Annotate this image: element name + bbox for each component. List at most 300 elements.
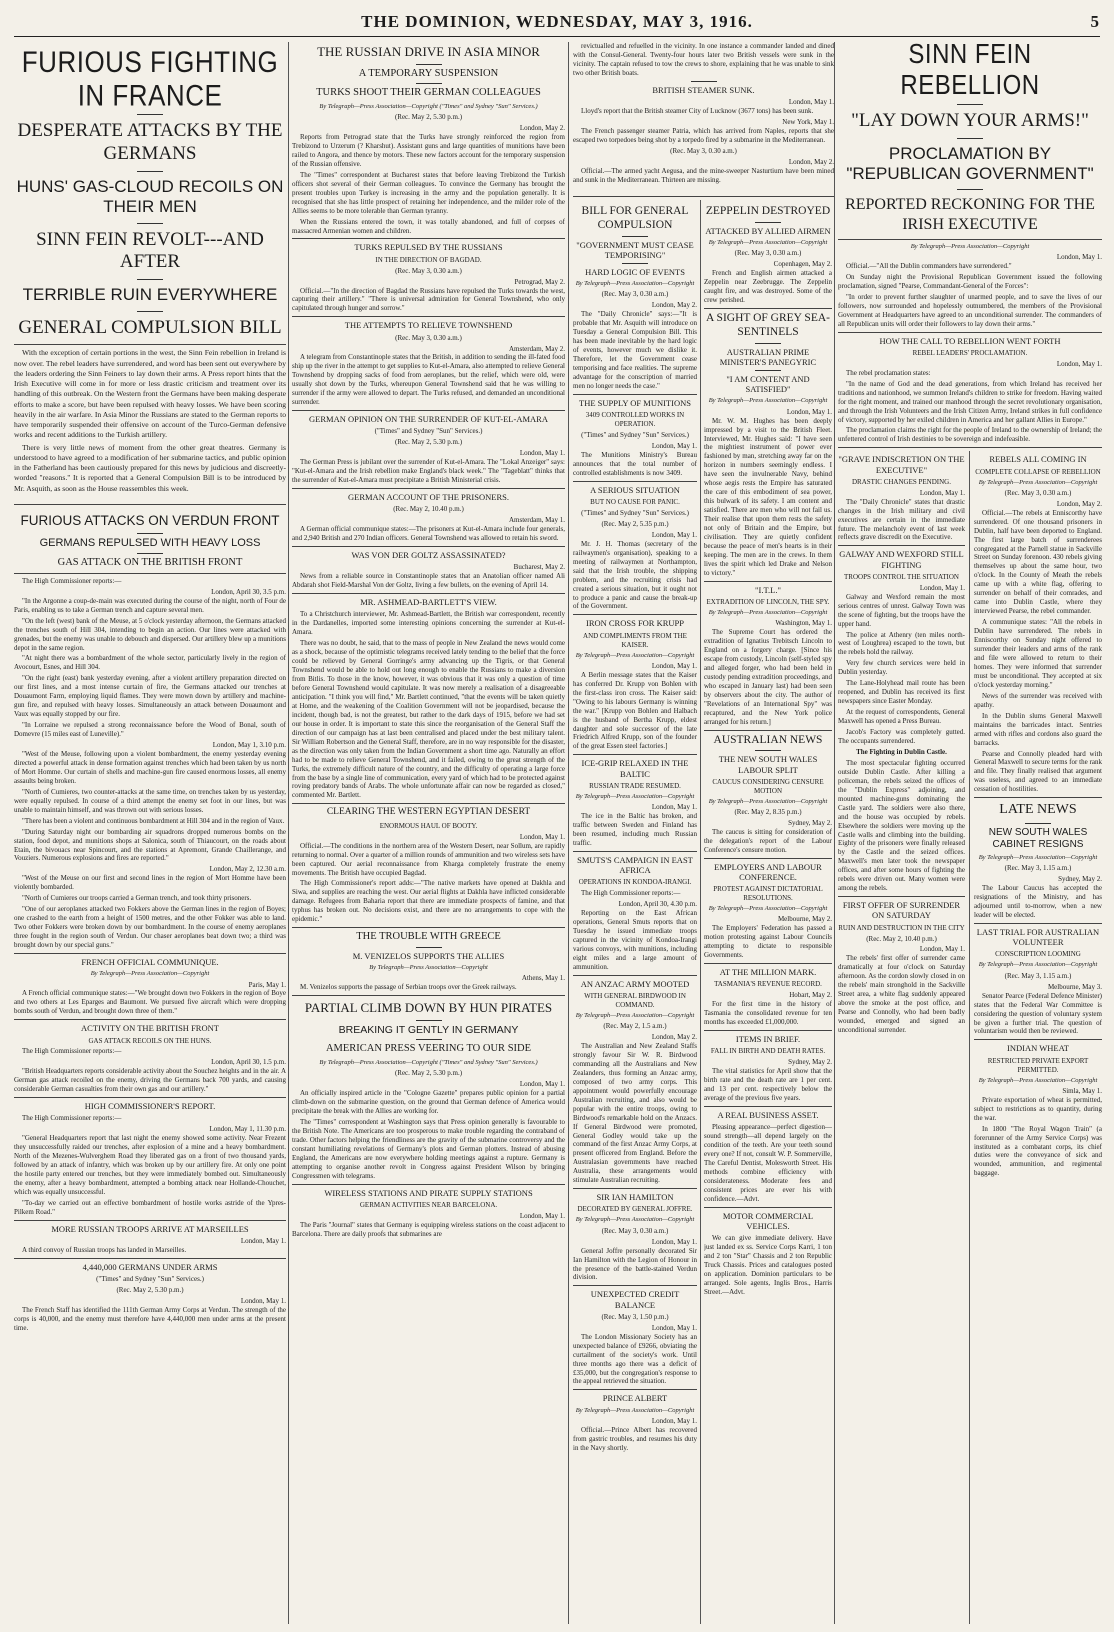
- byline: By Telegraph—Press Association—Copyright: [708, 905, 828, 913]
- headline: GENERAL COMPULSION BILL: [18, 316, 282, 338]
- received-time: (Rec. May 2, 5.30 p.m.): [394, 438, 463, 447]
- subheadline: GERMAN ACCOUNT OF THE PRISONERS.: [348, 492, 509, 503]
- subheadline: IN THE DIRECTION OF BAGDAD.: [375, 255, 482, 264]
- headline: PROCLAMATION BY "REPUBLICAN GOVERNMENT": [846, 143, 1094, 183]
- article-text: The German Press is jubilant over the surrender of Kut-el-Amara. The "Lokal Anzeiger" says: "Kut-el-Amara and the Irish rebellion make England's black week." The "Tageblatt" thinks that the surrender of Kut-el-Amara must precipitate a British Ministerial crisis.: [292, 458, 565, 485]
- byline: By Telegraph—Press Association—Copyright: [575, 1216, 695, 1224]
- dateline: Amsterdam, May 2.: [509, 344, 565, 353]
- divider: [14, 344, 286, 345]
- divider: [755, 222, 781, 223]
- article-text: "West of the Meuse on our first and second lines in the region of Mort Homme have been violently bombarded.: [14, 874, 286, 892]
- dateline: London, May 1.: [519, 832, 565, 841]
- subheadline: BUT NO CAUSE FOR PANIC.: [590, 498, 680, 506]
- dateline: Sydney, May 2.: [788, 1058, 832, 1067]
- subheadline: UNEXPECTED CREDIT BALANCE: [590, 1289, 680, 1310]
- dateline: Athens, May 1.: [521, 974, 565, 983]
- divider: [137, 533, 163, 534]
- article-text: "North of Cumieres, two counter-attacks at the same time, on trenches taken by us yesterday, were equally repulsed. In course of a third attempt the enemy set foot in our lines, but was unable to maintain himself, and was thrown out with serious losses.: [14, 787, 286, 814]
- column-5: [838, 42, 1102, 1624]
- column-1: [14, 42, 286, 1624]
- dateline: London, April 30, 4.30 p.m.: [618, 900, 697, 909]
- byline: By Telegraph—Press Association—Copyright: [910, 242, 1030, 250]
- article-text: French and English airmen attacked a Zeppelin near Zeebrugge. The Zeppelin caught fire, and was destroyed. Some of the crew perished.: [704, 269, 832, 305]
- divider: [573, 851, 697, 852]
- column-rule: [568, 42, 569, 1624]
- article-text: The ice in the Baltic has broken, and traffic between Sweden and Finland has been resumed, including much Russian traffic.: [573, 811, 697, 847]
- divider: [292, 488, 565, 489]
- article-text: For the first time in the history of Tasmania the consolidated revenue for ten months has exceeded £1,000,000.: [704, 1000, 832, 1027]
- article-text: In the Dublin slums General Maxwell maintains the barricades intact. Sentries armed with rifles and cordons also guard the barracks.: [974, 711, 1102, 747]
- article-text: A German official communique states:—The prisoners at Kut-el-Amara include four generals, and 2,940 British and 270 Indian officers. General Townshend was allowed to retain his sword.: [292, 525, 565, 543]
- divider: [755, 370, 781, 371]
- headline: SINN FEIN REVOLT---AND AFTER: [36, 228, 264, 273]
- subheadline: CONSCRIPTION LOOMING: [995, 950, 1081, 959]
- column-4: [704, 202, 832, 1624]
- divider: [974, 1039, 1102, 1040]
- divider: [573, 1389, 697, 1390]
- headline: PARTIAL CLIMB DOWN BY HUN PIRATES: [304, 1000, 553, 1016]
- article-text: Senator Pearce (Federal Defence Minister) states that the Federal War Committee is considering the question of voluntary system be given a further trial. The question of voluntarism would then be reviewed.: [974, 991, 1102, 1036]
- subheadline: PROTEST AGAINST DICTATORIAL RESOLUTIONS.: [713, 885, 823, 903]
- article-text: The High Commissioner reports:—: [22, 1114, 122, 1123]
- article-text: The caucus is sitting for consideration of the delegation's report of the Labour Conference's censure motion.: [704, 827, 832, 854]
- subheadline: MOTOR COMMERCIAL VEHICLES.: [722, 1210, 814, 1231]
- article-text: "During Saturday night our bombarding air squadrons dropped numerous bombs on the station, food depot, and munitions shops at Salonica, south of Thiaucourt, on the roads about Etain, the bivouacs near Spincourt, and the stations at Apremont, Grande Chaillerange, and Vouziers. Numerous explosions and fires are reported.": [14, 827, 286, 863]
- article-text: The rebel proclamation states:: [846, 368, 931, 377]
- received-time: (Rec. May 2, 8.35 p.m.): [734, 808, 802, 817]
- subheadline: REBEL LEADERS' PROCLAMATION.: [912, 348, 1028, 357]
- article-text: Private exportation of wheat is permitted, subject to restrictions as to quantity, during the war.: [974, 1095, 1102, 1122]
- subheadline: TURKS SHOOT THEIR GERMAN COLLEAGUES: [316, 87, 541, 99]
- divider: [137, 279, 163, 280]
- byline: By Telegraph—Press Association—Copyright: [575, 792, 695, 800]
- subheadline: EMPLOYERS AND LABOUR CONFERENCE.: [714, 861, 822, 883]
- subheadline: FIRST OFFER OF SURRENDER ON SATURDAY: [842, 900, 961, 921]
- service-credit: ("Times" and Sydney "Sun" Services.): [581, 508, 689, 517]
- article-text: Very few church services were held in Dublin yesterday.: [838, 659, 965, 677]
- divider: [755, 750, 781, 751]
- article-text: "General Headquarters report that last night the enemy showed some activity. Near Frezent they unsuccessfully raided our trenches, after explosion of a mine and a heavy bombardment. North of the Mezenes-Wulverghem Road they liberated gas on a front of two thousand yards, followed by an attack of infantry, which was broken up by our artillery fire. At only one point the hostile party entered our trenches, but they were immediately bombed out. Simultaneously the enemy, after a heavy bombardment, attempted a bombing attack near Hollande-Chouchet, which was equally unsuccessful.: [14, 1134, 286, 1197]
- subheadline: WAS VON DER GOLTZ ASSASSINATED?: [351, 550, 506, 561]
- divider: [137, 223, 163, 224]
- dateline: London, May 1, 3.10 p.m.: [212, 741, 286, 750]
- divider: [573, 1285, 697, 1286]
- article-text: "At night there was a bombardment of the whole sector, particularly lively in the region of Avocourt, Esnes, and Hill 304.: [14, 654, 286, 672]
- divider: [622, 236, 648, 237]
- lead-paragraph: There is very little news of moment from the other great theatres. Germany is understood to have agreed to a modification of her submarine tactics, and public opinion in the Fatherland has been cautiously prepared for this news by judicious and discreetly-worded "reasons." It is reported that a General Compulsion Bill is to be introduced by Mr. Asquith, as soon as the House reassembles this week.: [14, 442, 286, 493]
- received-time: (Rec. May 3, 0.30 a.m.): [1004, 488, 1072, 497]
- subheadline: M. VENIZELOS SUPPORTS THE ALLIES: [352, 950, 505, 961]
- article-text: M. Venizelos supports the passage of Serbian troops over the Greek railways.: [300, 983, 517, 992]
- subheadline: NEW SOUTH WALES CABINET RESIGNS: [988, 827, 1088, 851]
- dateline: London, May 1.: [651, 661, 697, 670]
- article-text: Official.—"All the Dublin commanders have surrendered.": [846, 261, 1012, 270]
- dateline: London, May 1.: [651, 803, 697, 812]
- divider: [292, 995, 565, 996]
- article-text: News of the surrender was received with apathy.: [974, 691, 1102, 709]
- received-time: (Rec. May 2, 5.35 p.m.): [601, 519, 669, 528]
- service-credit: ("Times" and Sydney "Sun" Services.): [581, 431, 689, 440]
- subheadline: GALWAY AND WEXFORD STILL FIGHTING: [839, 549, 964, 570]
- subheadline: TROOPS CONTROL THE SITUATION: [844, 572, 959, 581]
- dateline: Copenhagen, May 2.: [773, 260, 832, 269]
- received-time: (Rec. May 3, 0.30 a.m.): [734, 249, 802, 258]
- divider: [292, 593, 565, 594]
- subheadline: CLEARING THE WESTERN EGYPTIAN DESERT: [326, 807, 531, 818]
- headline: AUSTRALIAN NEWS: [713, 733, 823, 746]
- divider: [704, 1106, 832, 1107]
- dateline: London, May 1, 11.30 p.m.: [209, 1125, 286, 1134]
- received-time: (Rec. May 2, 5.30 p.m.): [394, 1069, 463, 1078]
- article-text: The High Commissioner reports:—: [22, 576, 122, 585]
- column-3-top: [573, 42, 834, 192]
- subheadline: GERMANS REPULSED WITH HEAVY LOSS: [39, 537, 261, 550]
- byline: By Telegraph—Press Association—Copyright: [978, 478, 1098, 486]
- byline: By Telegraph—Press Association—Copyright: [369, 964, 488, 972]
- headline: ZEPPELIN DESTROYED: [705, 205, 831, 217]
- headline: "LAY DOWN YOUR ARMS!": [851, 109, 1089, 131]
- headline: THE RUSSIAN DRIVE IN ASIA MINOR: [317, 44, 540, 59]
- masthead-title: THE DOMINION, WEDNESDAY, MAY 3, 1916.: [361, 12, 753, 31]
- received-time: (Rec. May 2, 10.40 p.m.): [866, 934, 937, 943]
- byline: By Telegraph—Press Association—Copyright: [575, 280, 695, 288]
- subheadline: AN ANZAC ARMY MOOTED: [580, 978, 690, 989]
- subheadline: BREAKING IT GENTLY IN GERMANY: [338, 1023, 519, 1036]
- received-time: (Rec. May 3, 1.15 a.m.): [1004, 971, 1072, 980]
- divider: [838, 332, 1102, 333]
- divider: [838, 896, 965, 897]
- divider: [704, 308, 832, 309]
- subheadline: DECORATED BY GENERAL JOFFRE.: [577, 1205, 693, 1214]
- dateline: London, May 2.: [788, 157, 834, 166]
- divider: [957, 138, 983, 139]
- article-text: Official.—"In the direction of Bagdad the Russians have repulsed the Turks towards the west, capturing their artillery." "There is universal admiration for General Townshend, who only capitulated through hunger and sorrow.": [292, 286, 565, 313]
- divider: [622, 263, 648, 264]
- article-text: Official.—The armed yacht Aegusa, and the mine-sweeper Nasturtium have been mined and sunk in the Mediterranean. Thirteen are missing.: [573, 166, 834, 184]
- dateline: London, May 1.: [919, 583, 965, 592]
- article-text: The "Times" correspondent at Washington says that Press opinion generally is favourable to the British Note. The Americans are too prosperous to make trouble regarding the contraband of trade. Other factors helping the friendliness are the gravity of the submarine controversy and the constant humiliating revelations of Germany's plots and German plotters. Instead of abusing England, the Americans are now everywhere holding meetings against a rupture. Germany is attempting to organise another revolt in Congress against President Wilson by bringing Congressmen with telegrams.: [292, 1118, 565, 1180]
- subheadline: EXTRADITION OF LINCOLN, THE SPY.: [706, 597, 830, 606]
- masthead: [14, 10, 1100, 37]
- subheadline: MR. ASHMEAD-BARTLETT'S VIEW.: [360, 597, 497, 608]
- article-text: A third convoy of Russian troops has landed in Marseilles.: [22, 1246, 187, 1255]
- column-5a: [838, 451, 965, 1037]
- dateline: Sydney, May 2.: [788, 819, 832, 828]
- article-text: The Munitions Ministry's Bureau announces that the total number of controlled establishments is now 3409.: [573, 450, 697, 477]
- subheadline: A SERIOUS SITUATION: [590, 484, 680, 495]
- article-text: When the Russians entered the town, it was totally abandoned, and full of corpses of massacred Armenian women and children.: [292, 217, 565, 235]
- article-text: The French passenger steamer Patria, which has arrived from Naples, reports that she escaped two torpedoes being shot by a torpedo fired by a submarine in the Mediterranean.: [573, 126, 834, 144]
- article-text: The Lane-Holyhead mail route has been reopened, and Dublin has received its first newspapers since Easter Monday.: [838, 679, 965, 706]
- divider: [573, 196, 834, 197]
- column-rule: [969, 451, 970, 1624]
- received-time: (Rec. May 3, 0.30 a.m.): [395, 333, 462, 342]
- headline: LATE NEWS: [999, 802, 1077, 818]
- dateline: London, May 1.: [240, 1237, 286, 1246]
- divider: [137, 171, 163, 172]
- article-text: The most spectacular fighting occurred outside Dublin Castle. After killing a policeman, the rebels seized the offices of the "Dublin Express" adjoining, and mounted machine-guns dominating the Castle yard. The soldiers were also there, and the house was occupied by rebels. Elsewhere the soldiers were moving up the Castle walls and climbing into the building. Eighty of the prisoners were finally released by the Castle and the seized offices. Maxwell's men later took the newspaper offices, and after some hours of fighting the rebels were driven out. Many women were among the rebels.: [838, 758, 965, 893]
- article-text: The French Staff has identified the 111th German Army Corps at Verdun. The strength of the corps is 40,000, and the enemy must therefore have 4,440,000 men under arms at the present time.: [14, 1306, 286, 1332]
- column-3: [573, 202, 697, 1624]
- divider: [974, 797, 1102, 798]
- dateline: Hobart, May 2.: [789, 991, 832, 1000]
- divider: [755, 343, 781, 344]
- article-text: General Joffre personally decorated Sir Ian Hamilton with the Legion of Honour in the presence of the battle-stained Verdun division.: [573, 1246, 697, 1282]
- subheadline: ACTIVITY ON THE BRITISH FRONT: [81, 1023, 219, 1034]
- article-text: A Berlin message states that the Kaiser has conferred Dr. Krupp von Bohlen with the first-class iron cross. The Kaiser said: "Owing to his labours Germany is winning the war." [Krupp von Bohlen and Halbach is the husband of Bertha Krupp, eldest daughter and sole successor of the late Friedrich Alfred Krupp, son of the founder of the great Essen steel factories.]: [573, 670, 697, 751]
- divider: [573, 975, 697, 976]
- received-time: (Rec. May 2, 10.40 p.m.): [393, 505, 464, 514]
- column-rule: [288, 42, 289, 1624]
- article-text: The Employers' Federation has passed a motion protesting against Labour Councils attempting to dictate to responsible Governments.: [704, 924, 832, 960]
- article-text: News from a reliable source in Constantinople states that an Anatolian officer named Ali Abdarah shot Field-Marshal Von der Goltz, living a few bullets, on the evening of April 14.: [292, 572, 565, 590]
- byline: By Telegraph—Press Association—Copyright: [708, 608, 828, 616]
- subheadline: ATTACKED BY ALLIED AIRMEN: [705, 225, 831, 236]
- byline: By Telegraph—Press Association—Copyright: [708, 797, 828, 805]
- article-text: The London Missionary Society has an unexpected balance of £9266, obviating the curtailment of the society's work. Until three months ago there was a deficit of £35,000, but the congregation's response to the appeal retrieved the situation.: [573, 1332, 697, 1386]
- article-text: The High Commissioner reports:—: [22, 1047, 122, 1056]
- dateline: London, May 1.: [519, 1211, 565, 1220]
- article-text: The "Times" correspondent at Bucharest states that before leaving Trebizond the Turkish officers shot several of their German colleagues. To convince the Germany has brought the present troubles upon Turkey is increasing in the army and the population generally. It is recognised that she has little prospect of retaining her independence, and the milder role of the Allies seems to be more tolerable than German tyranny.: [292, 170, 565, 215]
- page-number: 5: [1090, 12, 1100, 31]
- article-text: Official.—The conditions in the northern area of the Western Desert, near Sollum, are rapidly returning to normal. Over a quarter of a million rounds of ammunition and two wireless sets have been captured. Our aerial reconnaissance from Kharga completely frustrate the enemy movements. The British have occupied Bagdad.: [292, 841, 565, 877]
- article-text: Galway and Wexford remain the most serious centres of unrest. Galway Town was the scene of fighting, but the troops have the upper hand.: [838, 592, 965, 628]
- article-text: In 1800 "The Royal Wagon Train" (a forerunner of the Army Service Corps) was instituted as a combatant corps, its chief duties were the conveyance of sick and wounded, ammunition, and regimental baggage.: [974, 1124, 1102, 1178]
- divider: [14, 1258, 286, 1259]
- divider: [14, 1097, 286, 1098]
- article-text: A French official communique states:—"We brought down two Fokkers in the region of Boye and two others at Les Eparges and Baumont. We pursued five aircraft which were dropping bombs south of Verdun, and brought down three of them.": [14, 989, 286, 1016]
- dateline: Simla, May 1.: [1062, 1086, 1102, 1095]
- dateline: Petrograd, May 2.: [514, 277, 565, 286]
- divider: [573, 614, 697, 615]
- article-text: Mr. J. H. Thomas (secretary of the railwaymen's organisation), speaking to a meeting of railwaymen at Northampton, said that the Irish trouble, the shipping problem, and the recruiting crisis had created a serious situation, but it ought not to produce a panic and cause the break-up of the Government.: [573, 539, 697, 611]
- dateline: London, May 1.: [651, 530, 697, 539]
- subheadline: "GOVERNMENT MUST CEASE TEMPORISING": [576, 239, 694, 260]
- byline: By Telegraph—Press Association—Copyright: [90, 970, 210, 978]
- article-text: Official.—Prince Albert has recovered from gastric troubles, and resumes his duty in the Navy shortly.: [573, 1425, 697, 1452]
- subheadline: TASMANIA'S REVENUE RECORD.: [714, 980, 822, 989]
- received-time: (Rec. May 2, 5.30 p.m.): [394, 113, 463, 122]
- article-text: The Australian and New Zealand Staffs strongly favour Sir W. R. Birdwood commanding all the Australians and New Zealanders, thus forming an Anzac army, composed of two army corps. This appointment would powerfully encourage Australian recruiting, and also would be popular with the entire troops, owing to Birdwood's remarkable hold on the Anzacs. If General Birdwood were promoted, General Godley would take up the command of the first Anzac Army Corps, at present officered from England. Before the Australasian governments have reached Australia, these arrangements would stimulate Australian recruiting.: [573, 1042, 697, 1185]
- article-text: On Sunday night the Provisional Republican Government issued the following proclamation, signed "Pearse, Commandant-General of the Forces":: [838, 272, 1102, 290]
- subheadline: RUIN AND DESTRUCTION IN THE CITY: [838, 923, 965, 932]
- byline: By Telegraph—Press Association—Copyright: [708, 397, 828, 405]
- byline: By Telegraph—Press Association—Copyright ("Times" and Sydney "Sun" Services.): [319, 1059, 538, 1067]
- headline: HUNS' GAS-CLOUD RECOILS ON THEIR MEN: [16, 176, 284, 217]
- column-5-split: [838, 451, 1102, 1624]
- article-text: Reports from Petrograd state that the Turks have strongly reinforced the region from Trebizond to Urzerum (? Kharshut). Assistant guns and large quantities of munitions have been railed to Angora, and thence by motors. These new factors account for the temporary suspension of the Russian offensive.: [292, 133, 565, 168]
- column-5b: [974, 451, 1102, 1180]
- divider: [416, 83, 442, 84]
- article-text: To a Christchurch interviewer, Mr. Ashmead-Bartlett, the British war correspondent, recently in the Dardanelles, imported some interesting opinions concerning the surrender at Kut-el-Amara.: [292, 610, 565, 637]
- article-text: The rebels' first offer of surrender came dramatically at four o'clock on Saturday afternoon. As the cordon slowly closed in on the rebels' main stronghold in the Sackville Street area, a white flag suddenly appeared above the smoke at the post office, and Pearse and Connolly, who had been badly wounded, emerged and signed an unconditional surrender.: [838, 954, 965, 1035]
- advertisement-text: We can give immediate delivery. Have just landed ex ss. Service Corps Karri, 1 ton and 2 ton "Star" Chassis and 2 ton Republic Truck Chassis. Prices and catalogues posted on application. Dominion particulars to be arranged. Sole agents, Inglis Bros., Harris Street.—Advt.: [704, 1234, 832, 1296]
- article-text: "In the Argonne a coup-de-main was executed during the course of the night, north of Four de Paris, enabling us to take a German trench and capture several men.: [14, 596, 286, 614]
- dateline: London, May 1.: [786, 407, 832, 416]
- dateline: London, May 1.: [519, 1080, 565, 1089]
- subheadline: LAST TRIAL FOR AUSTRALIAN VOLUNTEER: [976, 927, 1100, 948]
- article-text: An officially inspired article in the "Cologne Gazette" prepares public opinion for a partial climb-down on the submarine question, on the ground that German defence of America would precipitate the break with the Allies are working for.: [292, 1089, 565, 1116]
- column-rule: [834, 42, 835, 1624]
- article-text: "There has been a violent and continuous bombardment at Hill 304 and in the region of Vaux.: [22, 816, 285, 825]
- divider: [838, 545, 965, 546]
- divider: [292, 546, 565, 547]
- divider: [137, 114, 163, 115]
- divider: [691, 81, 717, 82]
- service-credit: ("Times" and Sydney "Sun" Services.): [374, 427, 483, 436]
- received-time: (Rec. May 3, 1.50 p.m.): [601, 1312, 669, 1321]
- received-time: (Rec. May 3, 0.30 a.m.): [601, 290, 669, 299]
- subheadline: ITEMS IN BRIEF.: [735, 1034, 801, 1045]
- article-text: "One of our aeroplanes attacked two Fokkers above the German lines in the region of Boyes; one crashed to the earth from a height of 1500 metres, and the other Fokker was able to land. Two other Fokkers were broken down by our bombardment. In the course of enemy aeroplanes three fought in the region south of Verdun. Our chaser aeroplanes beat down two; a third was brought down by our special guns.": [14, 905, 286, 950]
- divider: [416, 64, 442, 65]
- divider: [14, 504, 286, 505]
- article-text: "On the left (west) bank of the Meuse, at 5 o'clock yesterday afternoon, the Germans attacked the trenches south of Hill 304, intending to begin an action. Our lines were attacked with grenades, but the enemy was unable to debouch and dispersed. Our artillery blew up a munitions depot in the same region.: [14, 616, 286, 652]
- subheadline: AT THE MILLION MARK.: [719, 967, 817, 978]
- dateline: London, April 30, 3.5 p.m.: [211, 587, 286, 596]
- dateline: London, May 1.: [1056, 253, 1102, 262]
- subheadline: GAS ATTACK RECOILS ON THE HUNS.: [88, 1036, 212, 1045]
- received-time: (Rec. May 2, 1.5 a.m.): [603, 1022, 667, 1031]
- headline: A SIGHT OF GREY SEA-SENTINELS: [706, 312, 830, 338]
- subheadline: RUSSIAN TRADE RESUMED.: [589, 781, 681, 790]
- divider: [704, 963, 832, 964]
- byline: By Telegraph—Press Association—Copyright: [575, 1011, 695, 1019]
- subheadline: IRON CROSS FOR KRUPP: [585, 618, 685, 629]
- headline: REPORTED RECKONING FOR THE IRISH EXECUTIVE: [845, 196, 1095, 233]
- article-text: Official.—The rebels at Enniscorthy have surrendered. Of one thousand prisoners in Dublin, half have been deported to England. The first large batch of surrenderees congregated at the Parnell statue in Sackville Street on Sunday forenoon. 430 rebels giving themselves up about the same hour, two o'clock. In the County of Meath the rebels came up with a white flag, offering to surrender on behalf of their comrades, and came into Dublin Castle, where they interviewed Pearse, the rebel commander.: [974, 508, 1102, 616]
- article-text: "To-day we carried out an effective bombardment of hostile works astride of the Ypres-Pilkem Road.": [14, 1199, 286, 1216]
- advertisement-text: Pleasing appearance—perfect digestion—sound strength—all depend largely on the condition of the teeth. Are your teeth sound every one? If not, consult W. P. Sommerville, The Careful Dentist, Molesworth Street. His methods combine efficiency with considerateness. Moderate fees and consistent prices are ever his with confidence.—Advt.: [704, 1123, 832, 1203]
- byline: By Telegraph—Press Association—Copyright: [575, 1406, 695, 1414]
- article-text: revictualled and refuelled in the vicinity. In one instance a commander landed and dined with the Consul-General. Twenty-four hours later two British vessels were sunk in the vicinity. The captain refused to tow the crews to shore, explaining that he was unable to sink two other British boats.: [573, 42, 834, 77]
- dateline: Paris, May 1.: [248, 980, 286, 989]
- article-text: Lloyd's report that the British steamer City of Lucknow (3677 tons) has been sunk.: [581, 106, 814, 115]
- byline: By Telegraph—Press Association—Copyright: [978, 854, 1098, 862]
- subheadline: HOW THE CALL TO REBELLION WENT FORTH: [879, 335, 1061, 346]
- article-text: The Paris "Journal" states that Germany is equipping wireless stations on the coast adjacent to Barcelona. There are daily proofs that submarines are: [292, 1220, 565, 1238]
- dateline: London, May 1.: [651, 442, 697, 450]
- divider: [14, 1220, 286, 1221]
- subheadline: AUSTRALIAN PRIME MINISTER'S PANEGYRIC: [719, 346, 817, 367]
- divider: [14, 1019, 286, 1020]
- divider: [292, 410, 565, 411]
- article-text: A telegram from Constantinople states that the British, in addition to sending the ill-fated food ship up the river in the attempt to get supplies to Kut-el-Amara, also attempted to relieve General Townshend by dropping sacks of food from aeroplanes, but the relief, which were old, were usually shot down by the Turks, whereupon General Townshend said that he was willing to surrender if the army were allowed to depart. The Turks refused, and demanded an unconditional surrender.: [292, 353, 565, 407]
- subheadline: DRASTIC CHANGES PENDING.: [852, 477, 951, 486]
- divider: [416, 1039, 442, 1040]
- received-time: (Rec. May 2, 5.30 p.m.): [116, 1286, 184, 1295]
- dateline: London, May 1.: [240, 1297, 286, 1306]
- dateline: London, May 1.: [651, 1237, 697, 1246]
- subheadline: THE TROUBLE WITH GREECE: [356, 931, 501, 943]
- subheadline: SMUTS'S CAMPAIGN IN EAST AFRICA: [577, 854, 693, 875]
- divider: [573, 754, 697, 755]
- byline: By Telegraph—Press Association—Copyright: [575, 651, 695, 659]
- subheadline: ENORMOUS HAUL OF BOOTY.: [379, 821, 478, 830]
- headline: FURIOUS ATTACKS ON VERDUN FRONT: [20, 512, 280, 528]
- divider: [137, 553, 163, 554]
- divider: [1025, 823, 1051, 824]
- subheadline: The Fighting in Dublin Castle.: [856, 747, 947, 756]
- subheadline: RESTRICTED PRIVATE EXPORT PERMITTED.: [987, 1056, 1089, 1074]
- divider: [292, 927, 565, 928]
- divider: [14, 573, 286, 574]
- article-text: "British Headquarters reports considerable activity about the Souchez heights and in the air. A German gas attack recoiled on the enemy, driving the Germans back 700 yards, and causing considerable German casualties from their own gas and our artillery.": [14, 1067, 286, 1094]
- subheadline: WITH GENERAL BIRDWOOD IN COMMAND.: [584, 991, 686, 1009]
- article-text: The proclamation claims the right for the people of Ireland to the ownership of Ireland; the unfettered control of Irish destinies to be sovereign and indefeasible.: [838, 426, 1102, 444]
- article-text: "In order to prevent further slaughter of unarmed people, and to save the lives of our followers, now surrounded and hopelessly outnumbered, the members of the Provisional Government at Headquarters have agreed to an unconditional surrender. The commanders of all Republican units will order their followers to lay down their arms.": [838, 292, 1102, 328]
- article-text: The vital statistics for April show that the birth rate and the death rate are 1 per cent. and 13 per cent. respectively below the average of the previous five years.: [704, 1067, 832, 1103]
- subheadline: 3409 CONTROLLED WORKS IN OPERATION.: [585, 411, 685, 429]
- dateline: London, May 1.: [519, 449, 565, 458]
- divider: [704, 581, 832, 582]
- byline: By Telegraph—Press Association—Copyright: [708, 238, 828, 246]
- received-time: (Rec. May 3, 0.30 a.m.): [601, 1226, 669, 1235]
- article-text: "West of the Meuse, following upon a violent bombardment, the enemy yesterday evening directed a powerful attack in dense formation against trenches which had been taken by us north of Mort Homme. Our curtain of shells and machine-gun fire caused enormous losses, all enemy assaults being broken.: [14, 750, 286, 785]
- article-text: The "Daily Chronicle" states that drastic changes in the Irish military and civil executives are certain in the immediate future. The melancholy event of last week reflects grave discredit on the Executive.: [838, 497, 965, 542]
- subheadline: AMERICAN PRESS VEERING TO OUR SIDE: [325, 1043, 532, 1055]
- article-text: The High Commissioner's report adds:—"The native markets have opened at Dakhla and Siwa, and supplies are reaching the west. Our aerial flights at Dakhla have inflicted considerable damage. Refugees from Baharia report that there are immediate prospects of famine, and that typhus has broken out. No decisions exist, and there are no arrangements to cope with the epidemic.": [292, 879, 565, 924]
- divider: [957, 189, 983, 190]
- dateline: Sydney, May 2.: [1058, 875, 1102, 884]
- subheadline: GAS ATTACK ON THE BRITISH FRONT: [57, 557, 243, 569]
- subheadline: A TEMPORARY SUSPENSION: [358, 67, 499, 79]
- dateline: London, May 1.: [651, 1416, 697, 1425]
- subheadline: BRITISH STEAMER SUNK.: [652, 84, 755, 95]
- dateline: London, May 1.: [788, 98, 834, 106]
- subheadline: WIRELESS STATIONS AND PIRATE SUPPLY STATIONS: [324, 1187, 533, 1198]
- divider: [957, 104, 983, 105]
- divider: [137, 311, 163, 312]
- dateline: London, April 30, 1.5 p.m.: [211, 1058, 286, 1067]
- divider: [704, 1207, 832, 1208]
- subheadline: A REAL BUSINESS ASSET.: [717, 1110, 819, 1121]
- received-time: (Rec. May 3, 1.15 a.m.): [1004, 864, 1072, 873]
- subheadline: GERMAN OPINION ON THE SURRENDER OF KUT-EL-AMARA: [309, 414, 548, 425]
- subheadline: HARD LOGIC OF EVENTS: [585, 266, 685, 277]
- subheadline: REBELS ALL COMING IN: [989, 454, 1087, 465]
- received-time: (Rec. May 3, 0.30 a.m.): [395, 266, 462, 275]
- subheadline: THE SUPPLY OF MUNITIONS: [579, 397, 691, 408]
- dateline: Washington, May 1.: [775, 619, 832, 628]
- dateline: Melbourne, May 2.: [777, 915, 832, 924]
- subheadline: MORE RUSSIAN TROOPS ARRIVE AT MARSEILLES: [51, 1223, 249, 1234]
- subheadline: ICE-GRIP RELAXED IN THE BALTIC: [581, 758, 689, 779]
- byline: By Telegraph—Press Association—Copyright: [978, 1076, 1098, 1084]
- headline: TERRIBLE RUIN EVERYWHERE: [22, 285, 278, 305]
- received-time: (Rec. May 3, 0.30 a.m.): [670, 146, 737, 155]
- divider: [416, 1020, 442, 1021]
- dateline: London, May 2, 12.30 a.m.: [209, 865, 286, 874]
- dateline: London, May 1.: [919, 945, 965, 954]
- dateline: London, May 2.: [651, 301, 697, 310]
- article-text: The "Daily Chronicle" says:—"It is probable that Mr. Asquith will introduce on Tuesday a General Compulsion Bill. This has been made inevitable by the hard logic of events, however much we dislike it. Therefore, let the Government cease temporising and face realities. The supreme advantage for the conscription of married men no longer needs the case.": [573, 310, 697, 390]
- main-headline: FURIOUS FIGHTING IN FRANCE: [21, 44, 279, 113]
- subheadline: AND COMPLIMENTS FROM THE KAISER.: [583, 631, 687, 649]
- byline: By Telegraph—Press Association—Copyright: [978, 961, 1098, 969]
- divider: [838, 239, 1102, 240]
- column-rule: [700, 200, 701, 1624]
- dateline: London, May 2.: [651, 1033, 697, 1042]
- byline: By Telegraph—Press Association—Copyright ("Times" and Sydney "Sun" Services.): [319, 102, 538, 110]
- article-text: The Labour Caucus has accepted the resignations of the Ministry, and has adjourned until to-morrow, when a new leader will be elected.: [974, 884, 1102, 920]
- article-text: A communique states: "All the rebels in Dublin have surrendered. The rebels in Enniscorthy on Sunday night offered to surrender their leaders and arms of the rank and file were allowed to return to their homes. They were informed that surrender must be unconditional. They accepted at six o'clock yesterday morning.": [974, 618, 1102, 689]
- dateline: New York, May 1.: [782, 117, 834, 126]
- article-text: At the request of correspondents, General Maxwell has opened a Press Bureau.: [838, 708, 965, 726]
- subheadline: TURKS REPULSED BY THE RUSSIANS: [354, 242, 503, 253]
- subheadline: COMPLETE COLLAPSE OF REBELLION: [975, 467, 1101, 476]
- article-text: The police at Athenry (ten miles north-west of Loughrea) escaped to the town, but the rebels hold the railway.: [838, 630, 965, 657]
